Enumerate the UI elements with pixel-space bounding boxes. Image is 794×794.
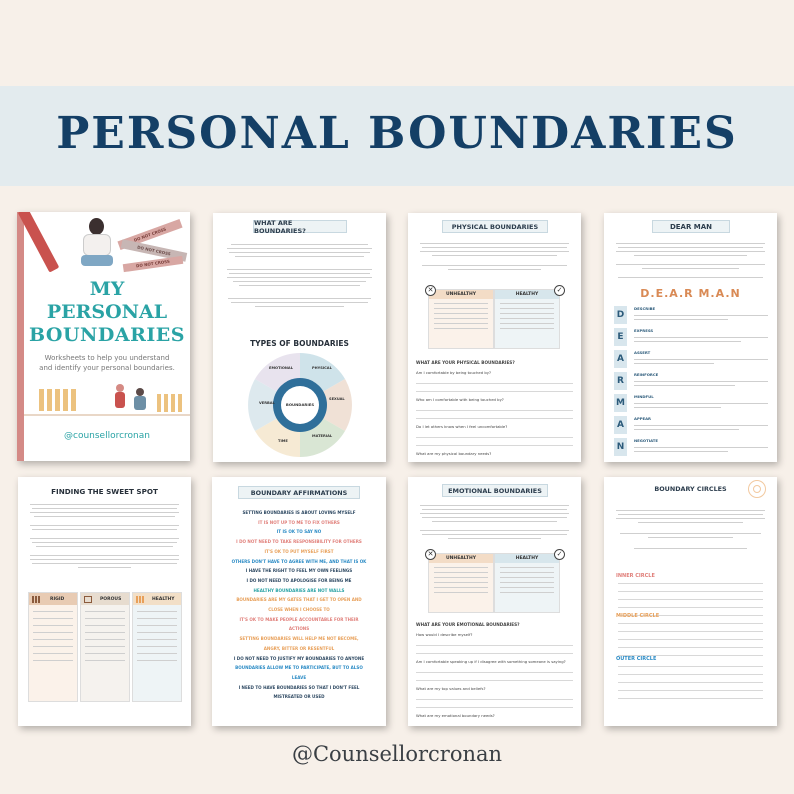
affirmation-line: HEALTHY BOUNDARIES ARE NOT WALLS [253, 587, 345, 593]
affirmation-line: I DO NOT NEED TO JUSTIFY MY BOUNDARIES TO ANYONE [233, 655, 365, 661]
affirmation-line: I NEED TO HAVE BOUNDARIES SO THAT I DON'T FEEL [238, 684, 360, 690]
affirmation-line: I HAVE THE RIGHT TO FEEL MY OWN FEELINGS [245, 568, 353, 574]
gate-icon [84, 596, 92, 603]
page-header: EMOTIONAL BOUNDARIES [442, 484, 548, 497]
outer-circle-lines [618, 666, 763, 699]
cover-ground [24, 414, 190, 416]
affirmation-line: SETTING BOUNDARIES WILL HELP ME NOT BECOME, [239, 636, 359, 642]
cover-worksheet [17, 212, 190, 461]
page-header: DEAR MAN [652, 220, 730, 233]
affirmation-line: SETTING BOUNDARIES IS ABOUT LOVING MYSELF [242, 510, 356, 515]
wheel-center-label: BOUNDARIES [285, 402, 315, 407]
cover-subtitle-1: Worksheets to help you understand [44, 354, 170, 362]
affirmation-line: LEAVE [291, 674, 307, 680]
healthy-column: HEALTHY [494, 289, 560, 349]
affirmation-list [216, 508, 382, 702]
dear-man-heading: D.E.A.R M.A.N [640, 287, 741, 300]
cover-title-line2: PERSONAL [46, 301, 168, 323]
question-list: Am I comfortable by being touched by? Who am I comfortable with being touched by? Do I let others know when I feel uncomfortable? What are my physical boundary needs? [416, 370, 573, 462]
dear-man-worksheet [604, 213, 777, 462]
what-are-boundaries-worksheet [213, 213, 386, 462]
cover-subtitle-2: and identify your personal boundaries. [39, 364, 175, 372]
fence-icon [32, 596, 40, 603]
x-icon: ✕ [425, 285, 436, 296]
fence-left-icon [39, 389, 77, 411]
inner-circle-lines [618, 583, 763, 616]
affirmation-line: ANGRY, BITTER OR RESENTFUL [263, 645, 335, 651]
intro-text [225, 241, 374, 310]
check-icon: ✓ [554, 549, 565, 560]
porous-column: POROUS [80, 592, 130, 702]
question-list: How would I describe myself? Am I comfortable speaking up if I disagree with something someone is saying? What are my top values and beliefs? What are my emotional boundary needs? [416, 632, 573, 726]
affirmation-line: CLOSE WHEN I CHOOSE TO [268, 607, 330, 613]
segment-label-emotional: EMOTIONAL [269, 366, 294, 370]
intro-text [28, 501, 181, 571]
cover-title-line1: MY [89, 278, 125, 300]
affirmation-line: BOUNDARIES ARE MY GATES THAT I GET TO OPEN AND [236, 597, 362, 603]
target-circles-icon [748, 480, 766, 498]
page-title: PERSONAL BOUNDARIES [56, 108, 738, 159]
intro-text [614, 507, 767, 552]
segment-label-sexual: SEXUAL [329, 397, 345, 401]
affirmation-line: IT'S OK TO MAKE PEOPLE ACCOUNTABLE FOR THEIR [239, 616, 359, 622]
healthy-column: HEALTHY [494, 553, 560, 613]
children-illustration [112, 384, 152, 414]
affirmation-line: ACTIONS [288, 626, 310, 632]
intro-text [614, 240, 767, 281]
affirmation-line: IT IS OK TO SAY NO [276, 529, 322, 535]
affirmations-worksheet [212, 477, 386, 726]
unhealthy-column: UNHEALTHY [428, 553, 494, 613]
affirmation-line: IT'S OK TO PUT MYSELF FIRST [264, 548, 334, 554]
cover-title-line3: BOUNDARIES [29, 324, 185, 346]
intro-text [418, 502, 571, 542]
questions-header: WHAT ARE YOUR PHYSICAL BOUNDARIES? [416, 360, 515, 365]
types-title: TYPES OF BOUNDARIES [250, 339, 349, 348]
affirmation-line: OTHERS DON'T HAVE TO AGREE WITH ME, AND THAT IS OK [231, 558, 367, 564]
questions-header: WHAT ARE YOUR EMOTIONAL BOUNDARIES? [416, 622, 520, 627]
affirmation-line: BOUNDARIES ALLOW ME TO PARTICIPATE, BUT TO ALSO [235, 665, 363, 671]
page-header: WHAT ARE BOUNDARIES? [253, 220, 347, 233]
check-icon: ✓ [554, 285, 565, 296]
physical-boundaries-worksheet [408, 213, 581, 462]
segment-label-verbal: VERBAL [259, 401, 275, 405]
page-header: BOUNDARY AFFIRMATIONS [238, 486, 360, 499]
acronym-letters: D E A R M A N [614, 306, 627, 456]
healthy-column: HEALTHY [132, 592, 182, 702]
affirmation-line: MISTREATED OR USED [273, 694, 325, 700]
middle-circle-lines [618, 623, 763, 656]
person-illustration [79, 218, 115, 268]
intro-text [418, 240, 571, 273]
picket-fence-icon [136, 596, 144, 603]
page-header: BOUNDARY CIRCLES [654, 485, 727, 493]
segment-label-physical: PHYSICAL [312, 366, 332, 370]
page-header: FINDING THE SWEET SPOT [51, 487, 158, 496]
boundary-circles-worksheet [604, 477, 777, 726]
sweet-spot-worksheet [18, 477, 191, 726]
acronym-details: DESCRIBE EXPRESS ASSERT REINFORCE MINDFUL APPEAR NEGOTIATE [634, 306, 768, 460]
outer-circle-label: OUTER CIRCLE [616, 656, 657, 662]
segment-label-time: TIME [278, 439, 288, 443]
caution-tape: DO NOT CROSS DO NOT CROSS DO NOT CROSS [117, 224, 187, 272]
inner-circle-label: INNER CIRCLE [616, 573, 655, 579]
unhealthy-column: UNHEALTHY [428, 289, 494, 349]
segment-label-material: MATERIAL [312, 434, 333, 438]
middle-circle-label: MIDDLE CIRCLE [616, 613, 660, 619]
emotional-boundaries-worksheet [408, 477, 581, 726]
affirmation-line: IT IS NOT UP TO ME TO FIX OTHERS [258, 519, 340, 525]
affirmation-line: I DO NOT NEED TO TAKE RESPONSIBILITY FOR OTHERS [236, 539, 362, 545]
x-icon: ✕ [425, 549, 436, 560]
fence-right-icon [157, 394, 185, 412]
cover-handle: @counsellorcronan [64, 431, 150, 441]
rigid-column: RIGID [28, 592, 78, 702]
affirmation-line: I DO NOT NEED TO APOLOGISE FOR BEING ME [246, 577, 352, 583]
cover-side-stripe [17, 212, 24, 461]
page-header: PHYSICAL BOUNDARIES [442, 220, 548, 233]
footer-handle: @Counsellorcronan [291, 742, 503, 766]
